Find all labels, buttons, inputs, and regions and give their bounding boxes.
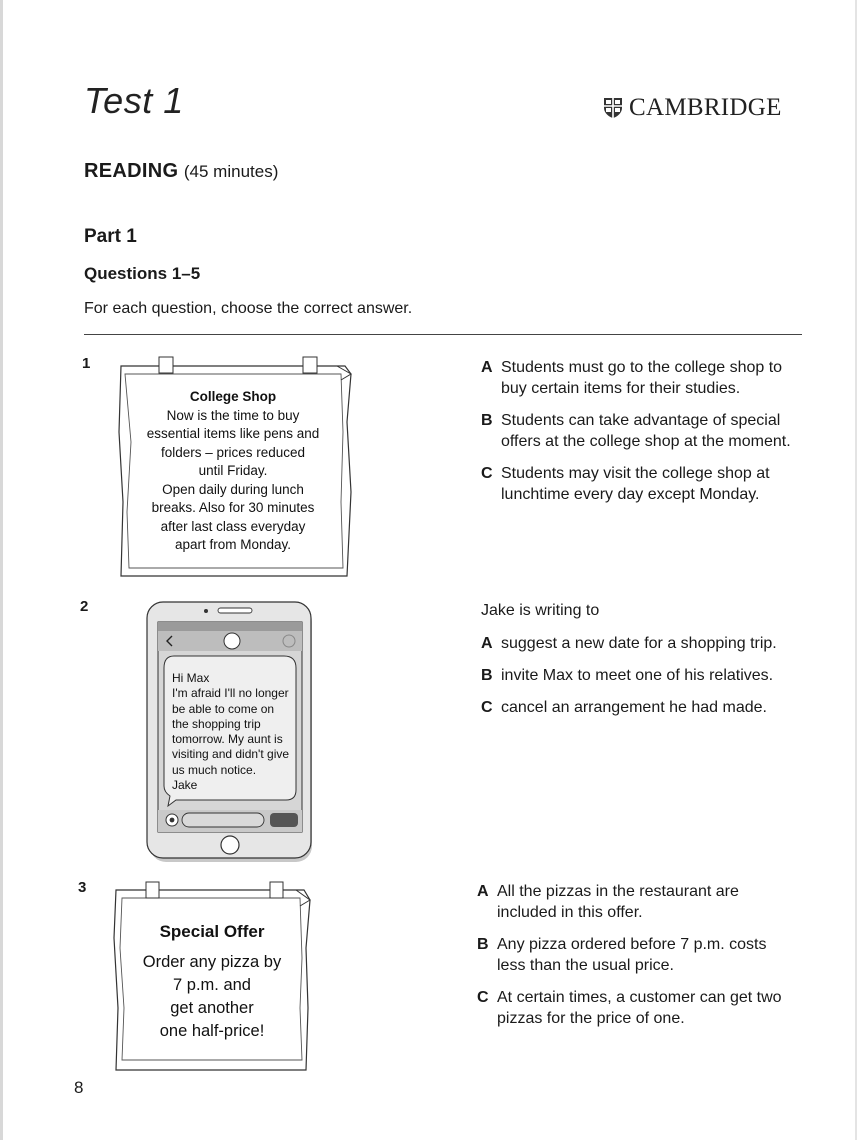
notice-1-line: Open daily during lunch — [162, 481, 304, 497]
instruction-text: For each question, choose the correct answer. — [84, 300, 413, 317]
notice-3-line: get another — [170, 999, 254, 1017]
notice-1-line: after last class everyday — [160, 518, 306, 534]
q1-options — [481, 357, 806, 516]
questions-heading: Questions 1–5 — [84, 264, 201, 283]
question-number-2: 2 — [80, 598, 89, 615]
q1-option-c[interactable]: C Students may visit the college shop at lunchtime every day except Monday. — [481, 465, 770, 503]
part-heading: Part 1 — [84, 226, 137, 247]
sms-line: visiting and didn't give — [172, 747, 290, 762]
sms-line: be able to come on — [172, 701, 275, 716]
sms-line: us much notice. — [172, 762, 257, 777]
notice-1-text — [128, 388, 338, 555]
sms-line: Jake — [172, 778, 198, 793]
sms-message — [172, 671, 298, 793]
q2-stem: Jake is writing to — [481, 602, 600, 619]
question-number-3: 3 — [78, 879, 87, 896]
notice-3-line: Order any pizza by — [142, 953, 282, 971]
notice-1-line: breaks. Also for 30 minutes — [151, 500, 315, 515]
q1-option-b[interactable]: B Students can take advantage of special offers at the college shop at the moment. — [481, 412, 791, 450]
section-duration: (45 minutes) — [183, 162, 279, 181]
section-name: READING — [84, 160, 179, 182]
notice-1-line: Now is the time to buy — [166, 407, 300, 423]
sms-line: I'm afraid I'll no longer — [172, 686, 289, 701]
page-edge-left — [0, 0, 3, 1140]
page-number: 8 — [74, 1078, 84, 1097]
notice-3-line: 7 p.m. and — [173, 976, 251, 994]
notice-1-line: folders – prices reduced — [160, 444, 306, 460]
q3-option-b[interactable]: B Any pizza ordered before 7 p.m. costs less than the usual price. — [477, 936, 767, 974]
notice-1-heading: College Shop — [189, 389, 277, 404]
page-title: Test 1 — [84, 80, 184, 121]
shield-icon — [603, 97, 623, 119]
notice-1-line: apart from Monday. — [174, 537, 292, 552]
brand-logo — [603, 94, 782, 122]
notice-1-line: until Friday. — [198, 463, 268, 478]
section-heading — [84, 160, 278, 183]
divider-rule — [84, 334, 802, 335]
question-number-1: 1 — [82, 355, 91, 372]
notice-3-text — [128, 920, 296, 1043]
notice-3-line: one half-price! — [159, 1022, 265, 1040]
q3-option-c[interactable]: C At certain times, a customer can get two pizzas for the price of one. — [477, 989, 782, 1027]
q3-options — [477, 881, 797, 1040]
q3-option-a[interactable]: A All the pizzas in the restaurant are included in this offer. — [477, 883, 739, 921]
sms-line: Hi Max — [172, 671, 210, 685]
notice-1-line: essential items like pens and — [146, 426, 320, 441]
q2-options — [481, 600, 811, 729]
notice-3-heading: Special Offer — [159, 922, 265, 941]
q2-option-a[interactable]: A suggest a new date for a shopping trip. — [481, 635, 777, 652]
q2-option-c[interactable]: C cancel an arrangement he had made. — [481, 699, 767, 716]
brand-name: CAMBRIDGE — [629, 94, 782, 121]
q2-option-b[interactable]: B invite Max to meet one of his relatives. — [481, 667, 774, 684]
q1-option-a[interactable]: A Students must go to the college shop to buy certain items for their studies. — [481, 359, 783, 397]
sms-line: tomorrow. My aunt is — [172, 732, 283, 747]
sms-line: the shopping trip — [172, 716, 261, 731]
